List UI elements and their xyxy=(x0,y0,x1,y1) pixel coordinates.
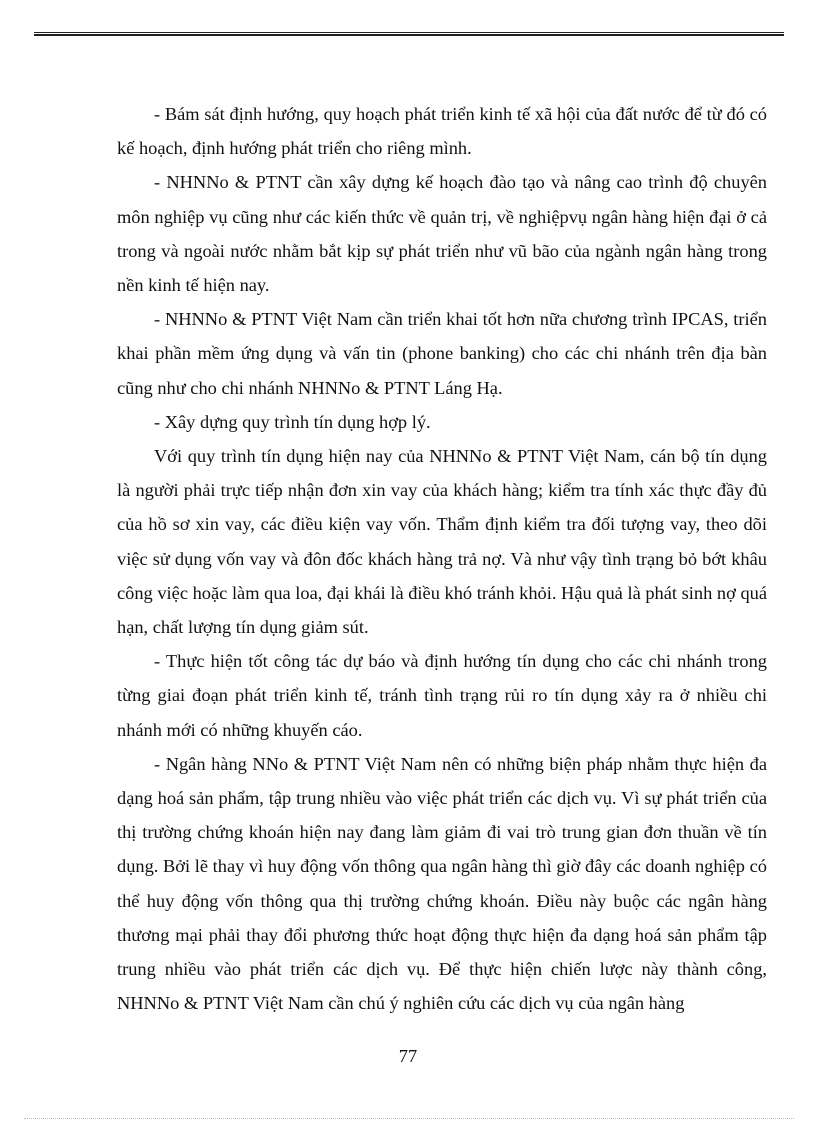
top-border-rule xyxy=(34,32,784,33)
paragraph-follow-orientation: - Bám sát định hướng, quy hoạch phát triển kinh tế xã hội của đất nước để từ đó có kế hoạch, định hướng phát triển cho riêng mình. xyxy=(117,104,767,159)
paragraph-credit-process: - Xây dựng quy trình tín dụng hợp lý. xyxy=(154,411,431,432)
paragraph-training-plan: - NHNNo & PTNT cần xây dựng kế hoạch đào tạo và nâng cao trình độ chuyên môn nghiệp vụ cũng như các kiến thức về quản trị, về nghiệpvụ ngân hàng hiện đại ở cả trong và ngoài nước nhằm bắt kịp sự phát triển như vũ bão của ngành ngân hàng trong nền kinh tế hiện nay. xyxy=(117,172,767,296)
paragraph-product-diversification: - Ngân hàng NNo & PTNT Việt Nam nên có những biện pháp nhằm thực hiện đa dạng hoá sản phẩm, tập trung nhiều vào việc phát triển các dịch vụ. Vì sự phát triển của thị trường chứng khoán hiện nay đang làm giảm đi vai trò trung gian đơn thuần về tín dụng. Bởi lẽ thay vì huy động vốn thông qua ngân hàng thì giờ đây các doanh nghiệp có thể huy động vốn thông qua thị trường chứng khoán. Điều này buộc các ngân hàng thương mại phải thay đổi phương thức hoạt động thực hiện đa dạng hoá sản phẩm tập trung nhiều vào phát triển các dịch vụ. Để thực hiện chiến lược này thành công, NHNNo & PTNT Việt Nam cần chú ý nghiên cứu các dịch vụ của ngân hàng xyxy=(117,753,767,1014)
page-number: 77 xyxy=(398,1046,418,1066)
paragraph-ipcas-program: - NHNNo & PTNT Việt Nam cần triển khai tốt hơn nữa chương trình IPCAS, triển khai phần mềm ứng dụng và vấn tin (phone banking) cho các chi nhánh trên địa bàn cũng như cho chi nhánh NHNNo & PTNT Láng Hạ. xyxy=(117,309,767,398)
document-body xyxy=(117,97,767,1020)
paragraph-current-credit-process: Với quy trình tín dụng hiện nay của NHNNo & PTNT Việt Nam, cán bộ tín dụng là người phải trực tiếp nhận đơn xin vay của khách hàng; kiểm tra tính xác thực đầy đủ của hồ sơ xin vay, các điều kiện vay vốn. Thẩm định kiểm tra đối tượng vay, theo dõi việc sử dụng vốn vay và đôn đốc khách hàng trả nợ. Và như vậy tình trạng bỏ bớt khâu công việc hoặc làm qua loa, đại khái là điều khó tránh khỏi. Hậu quả là phát sinh nợ quá hạn, chất lượng tín dụng giảm sút. xyxy=(117,446,767,638)
bottom-dotted-rule xyxy=(24,1118,794,1119)
paragraph-credit-forecasting: - Thực hiện tốt công tác dự báo và định hướng tín dụng cho các chi nhánh trong từng giai đoạn phát triển kinh tế, tránh tình trạng rủi ro tín dụng xảy ra ở nhiều chi nhánh mới có những khuyến cáo. xyxy=(117,651,767,740)
